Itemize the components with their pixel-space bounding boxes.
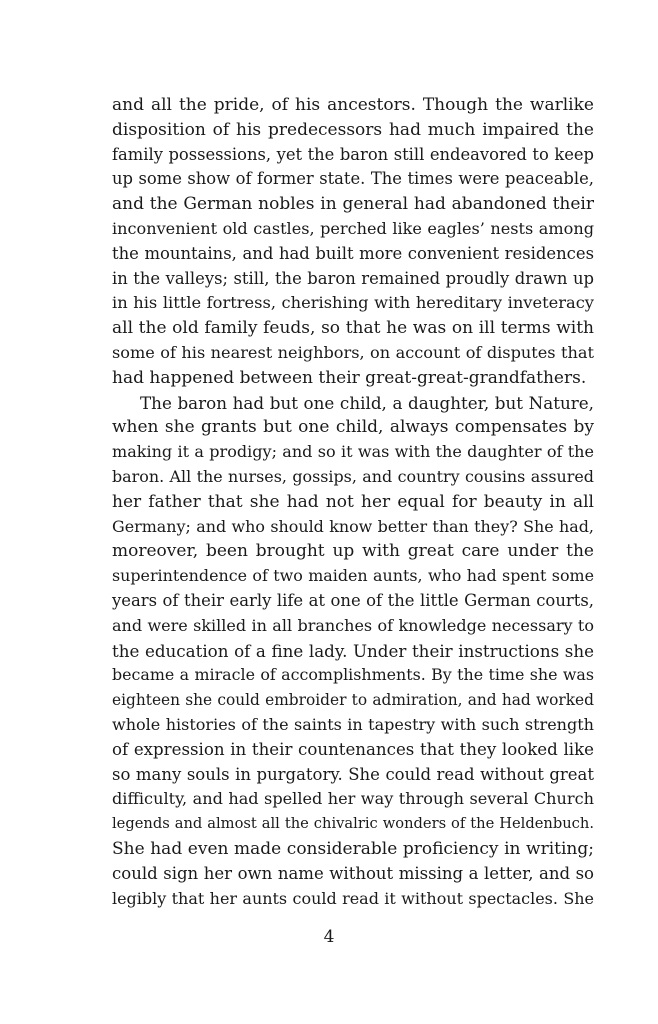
page-number: 4 [323,927,335,947]
text-line: the education of a fine lady. Under their instructions she [112,640,594,661]
text-line: in his little fortress, cherishing with hereditary inveteracy [112,293,594,313]
text-line: years of their early life at one of the little German courts, [112,590,594,610]
text-line: when she grants but one child, always compensates by [112,417,594,438]
text-line: The baron had but one child, a daughter, but Nature, [140,392,594,413]
text-line: legends and almost all the chivalric wonders of the Heldenbuch. [112,815,594,833]
text-line: and all the pride, of his ancestors. Though the warlike [112,95,594,115]
text-line: became a miracle of accomplishments. By the time she was [112,665,594,685]
text-line: all the old family feuds, so that he was on ill terms with [112,318,594,339]
text-line: family possessions, yet the baron still endeavored to keep [112,144,594,164]
text-line: whole histories of the saints in tapestry with such strength [112,714,594,734]
text-line: legibly that her aunts could read it without spectacles. She [112,888,594,908]
text-line: Germany; and who should know better than they? She had, [112,516,594,536]
text-line: She had even made considerable proficiency in writing; [112,838,594,859]
text-line: and were skilled in all branches of knowledge necessary to [112,615,594,635]
text-line: inconvenient old castles, perched like eagles’ nests among [112,218,594,238]
text-line: up some show of former state. The times were peaceable, [112,169,594,189]
text-line: had happened between their great-great-grandfathers. [112,367,587,388]
text-line: her father that she had not her equal for beauty in all [112,491,594,512]
text-line: moreover, been brought up with great care under the [112,541,594,562]
text-line: difficulty, and had spelled her way through several Church [112,789,594,809]
text-line: of expression in their countenances that they looked like [112,739,594,759]
paragraph [112,391,594,912]
text-line: baron. All the nurses, gossips, and country cousins assured [112,466,594,486]
text-line: could sign her own name without missing a letter, and so [112,863,594,883]
text-line: eighteen she could embroider to admiration, and had worked [112,691,594,710]
text-line: some of his nearest neighbors, on account of disputes that [112,342,594,362]
paragraph [112,93,594,391]
text-line: superintendence of two maiden aunts, who had spent some [112,566,594,586]
text-line: disposition of his predecessors had much impaired the [112,119,594,140]
body-text [112,93,594,911]
text-line: and the German nobles in general had abandoned their [112,194,594,215]
text-line: so many souls in purgatory. She could read without great [112,764,594,784]
text-line: making it a prodigy; and so it was with the daughter of the [112,442,594,462]
text-line: in the valleys; still, the baron remained proudly drawn up [112,268,594,288]
text-line: the mountains, and had built more convenient residences [112,243,594,263]
